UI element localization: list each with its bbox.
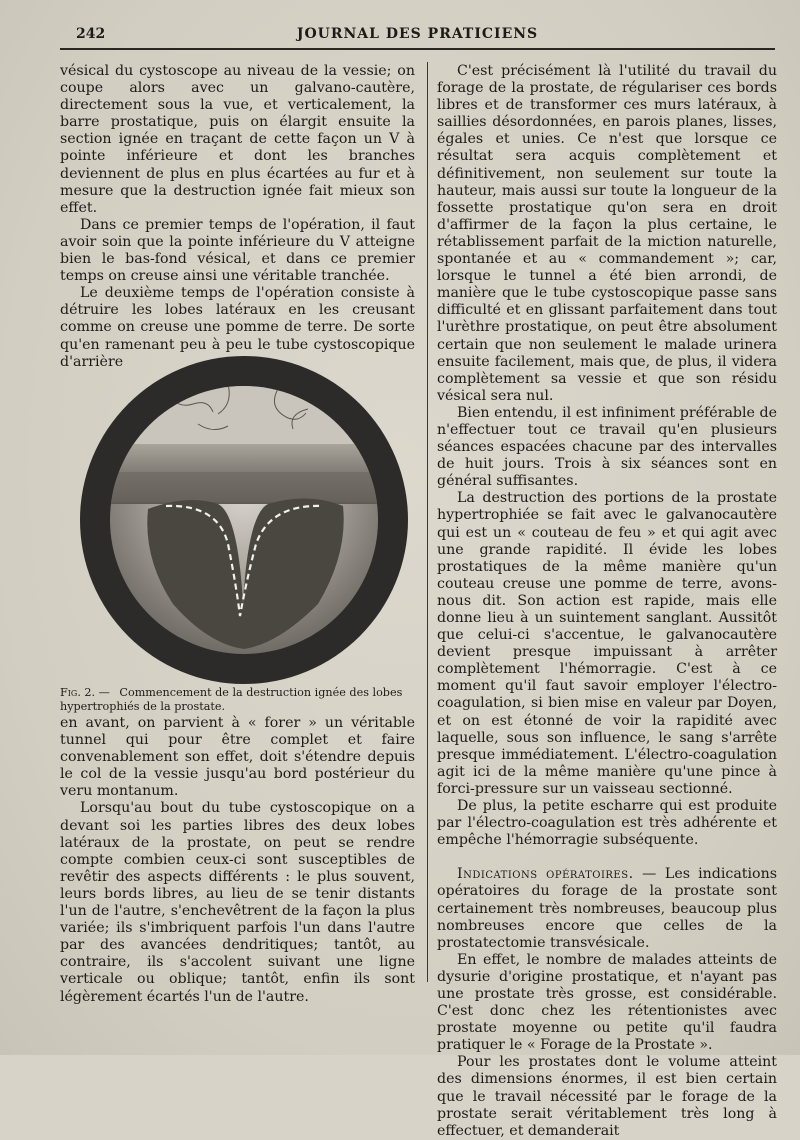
paragraph: La destruction des portions de la prostate hypertrophiée se fait avec le galvanocautère qui est un « couteau de feu » et qui agit avec une grande rapidité. Il évide les lobes prostatiques de la même manière qu'un couteau creuse une pomme de terre, avons-nous dit. Son action est rapide, mais elle donne lieu à un suintement sanglant. Aussitôt que celui-ci s'accentue, le galvanocautère devient presque impuissant à arrêter complètement l'hémorragie. C'est à ce moment qu'il faut savoir employer l'électro-coagulation, si bien mise en valeur par Doyen, et on est étonné de voir la rapidité avec laquelle, sous son influence, le sang s'arrête presque immédiatement. L'électro-coagulation agit ici de la même manière qu'une pince à forci-pressure sur un vaisseau sectionné. — [437, 490, 777, 797]
section-text: Les indications opératoires du forage de la prostate sont certainement très nombreuses, beaucoup plus nombreuses encore que celles de la prostatectomie transvésicale. — [437, 866, 777, 951]
header-rule — [60, 48, 775, 50]
left-column-top — [60, 63, 415, 371]
paragraph: Dans ce premier temps de l'opération, il faut avoir soin que la pointe inférieure du V atteigne bien le bas-fond vésical, et dans ce premier temps on creuse ainsi une véritable tranchée. — [60, 216, 415, 285]
figure-label: Fig. 2. — — [60, 686, 110, 699]
figure-caption-text: Commencement de la destruction ignée des lobes hypertrophiés de la prostate. — [60, 686, 403, 713]
page-number: 242 — [76, 26, 106, 42]
paragraph: En effet, le nombre de malades atteints de dysurie d'origine prostatique, et n'ayant pas une prostate très grosse, est considérable. C'est donc chez les rétentionistes avec prostate moyenne ou petite qu'il faudra pratiquer le « Forage de la Prostate ». — [437, 951, 777, 1054]
section-paragraph — [437, 866, 777, 951]
paragraph: Le deuxième temps de l'opération consiste à détruire les lobes latéraux en les creusant comme on creuse une pomme de terre. De sorte qu'en ramenant peu à peu le tube cystoscopique d'arrière — [60, 285, 415, 370]
paragraph: Pour les prostates dont le volume atteint des dimensions énormes, il est bien certain que le travail nécessité par le forage de la prostate serait véritablement très long à effectuer, et demanderait — [437, 1054, 777, 1139]
cystoscopic-figure — [78, 354, 411, 687]
paragraph: en avant, on parvient à « forer » un véritable tunnel qui pour être complet et faire convenablement son effet, doit s'étendre depuis le col de la vessie jusqu'au bord postérieur du veru montanum. — [60, 715, 415, 800]
right-column — [437, 63, 777, 1140]
left-column-bottom — [60, 715, 415, 1006]
paragraph: Lorsqu'au bout du tube cystoscopique on a devant soi les parties libres des deux lobes latéraux de la prostate, on peut se rendre compte combien ceux-ci sont susceptibles de revêtir des aspects différents : le plus souvent, leurs bords libres, au lieu de se tenir distants l'un de l'autre, s'enchevêtrent de la façon la plus variée; ils s'imbriquent parfois l'un dans l'autre par des avancées dendritiques; tantôt, au contraire, ils s'accolent suivant une ligne verticale ou oblique; tantôt, enfin ils sont légèrement écartés l'un de l'autre. — [60, 800, 415, 1005]
figure-caption — [60, 686, 415, 714]
paragraph: vésical du cystoscope au niveau de la vessie; on coupe alors avec un galvano-cautère, directement sous la vue, et verticalement, la barre prostatique, puis on élargit ensuite la section ignée en traçant de cette façon un V à pointe inférieure et dont les branches deviennent de plus en plus écartées au fur et à mesure que la destruction ignée fait mieux son effet. — [60, 63, 415, 216]
column-divider — [427, 62, 428, 982]
paragraph: De plus, la petite escharre qui est produite par l'électro-coagulation est très adhérente et empêche l'hémorragie subséquente. — [437, 798, 777, 849]
page-header — [60, 26, 775, 46]
paragraph: C'est précisément là l'utilité du travail du forage de la prostate, de régulariser ces bords libres et de transformer ces murs latéraux, à saillies désordonnées, en parois planes, lisses, égales et unies. Ce n'est que lorsque ce résultat sera acquis complètement et définitivement, non seulement sur toute la hauteur, mais aussi sur toute la longueur de la fossette prostatique qu'on sera en droit d'affirmer de la façon la plus certaine, le rétablissement parfait de la miction naturelle, spontanée et au « commandement »; car, lorsque le tunnel a été bien arrondi, de manière que le tube cystoscopique passe sans difficulté et en glissant parfaitement dans tout l'urèthre prostatique, on peut être absolument certain que non seulement le malade urinera ensuite facilement, mais que, de plus, il videra complètement sa vessie et que son résidu vésical sera nul. — [437, 63, 777, 404]
section-heading: Indications opératoires. — — [457, 866, 657, 883]
bladder-neck-shadow — [98, 472, 398, 502]
running-title: JOURNAL DES PRATICIENS — [296, 26, 539, 42]
paragraph: Bien entendu, il est infiniment préférable de n'effectuer tout ce travail qu'en plusieurs séances espacées chacune par des intervalles de huit jours. Trois à six séances sont en général suffisantes. — [437, 404, 777, 490]
